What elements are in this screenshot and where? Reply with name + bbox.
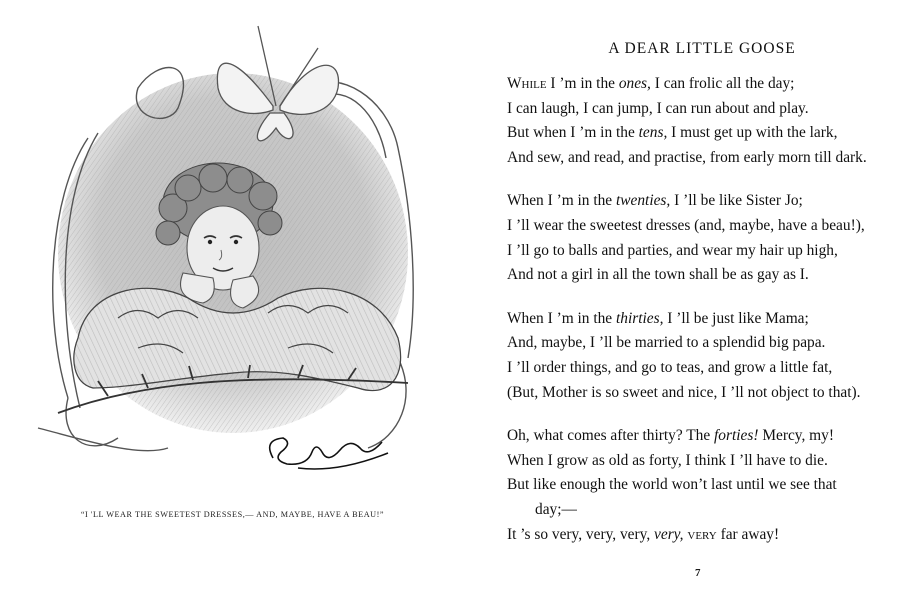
poem-line [507,356,897,381]
poem-line [507,189,897,214]
poem-text: forties! [714,427,759,445]
poem-title: A DEAR LITTLE GOOSE [608,40,796,57]
poem-text: I ’ll order things, and go to teas, and grow a little fat, [507,358,833,376]
poem-line [507,449,897,474]
poem-line [507,121,897,146]
illustration-girl-with-bow [18,18,458,508]
poem-text: day;— [535,500,577,518]
poem-text: But like enough the world won’t last until we see that [507,476,837,494]
poem-text: ones, [618,75,651,92]
poem-line [507,239,897,264]
poem-line [507,307,897,332]
poem-text: I must get up with the lark, [667,124,838,142]
poem-text: And not a girl in all the town shall be as gay as I. [507,266,809,284]
poem-page [507,40,897,566]
artist-signature [270,438,388,469]
poem-line [507,214,897,239]
poem-line [507,498,897,523]
engraving-illustration [18,18,458,508]
poem-text: Oh, what comes after thirty? The [507,427,714,445]
poem-line [507,424,897,449]
stanza [507,307,897,405]
poem-text: I ’ll be just like Mama; [663,309,809,327]
poem-text: I can laugh, I can jump, I can run about and play. [507,99,809,117]
poem-text: Mercy, my! [758,427,834,445]
poem-text: (But, Mother is so sweet and nice, I ’ll not object to that). [507,383,861,401]
illustration-caption: “I 'LL WEAR THE SWEETEST DRESSES,— AND, MAYBE, HAVE A BEAU!” [80,510,385,519]
poem-line [507,263,897,288]
page-number: 7 [695,567,701,579]
poem-text: And, maybe, I ’ll be married to a splendid big papa. [507,334,826,352]
poem-text: thirties, [615,309,664,327]
poem-text: When I ’m in the [507,309,616,327]
poem-line [507,523,897,548]
poem-text: It ’s so very, very, very, [507,525,655,543]
poem-text: When I ’m in the [507,192,616,210]
poem-text: tens, [638,124,668,142]
poem-text: When I grow as old as forty, I think I ’ll have to die. [507,451,828,469]
poem-text: very, [654,525,684,543]
poem-text: I can frolic all the day; [650,75,795,92]
poem-text: twenties, [615,192,671,210]
poem-text: very [687,525,717,543]
poem-text: I ’ll be like Sister Jo; [670,192,803,210]
poem-text: I ’ll wear the sweetest dresses (and, maybe, have a beau!), [507,216,865,234]
stanza [507,189,897,287]
poem-text: I ’m in the [546,75,619,92]
poem-line [507,146,897,171]
poem-body [507,72,897,547]
poem-line [507,381,897,406]
poem-line [507,331,897,356]
poem-line [507,473,897,498]
poem-text: But when I ’m in the [507,124,639,142]
poem-text: While [507,75,547,92]
poem-line [507,72,897,97]
stanza [507,424,897,547]
stanza [507,72,897,170]
poem-text: And sew, and read, and practise, from early morn till dark. [507,148,867,166]
poem-text: far away! [716,525,780,543]
poem-line [507,97,897,122]
poem-text: I ’ll go to balls and parties, and wear my hair up high, [507,241,838,259]
